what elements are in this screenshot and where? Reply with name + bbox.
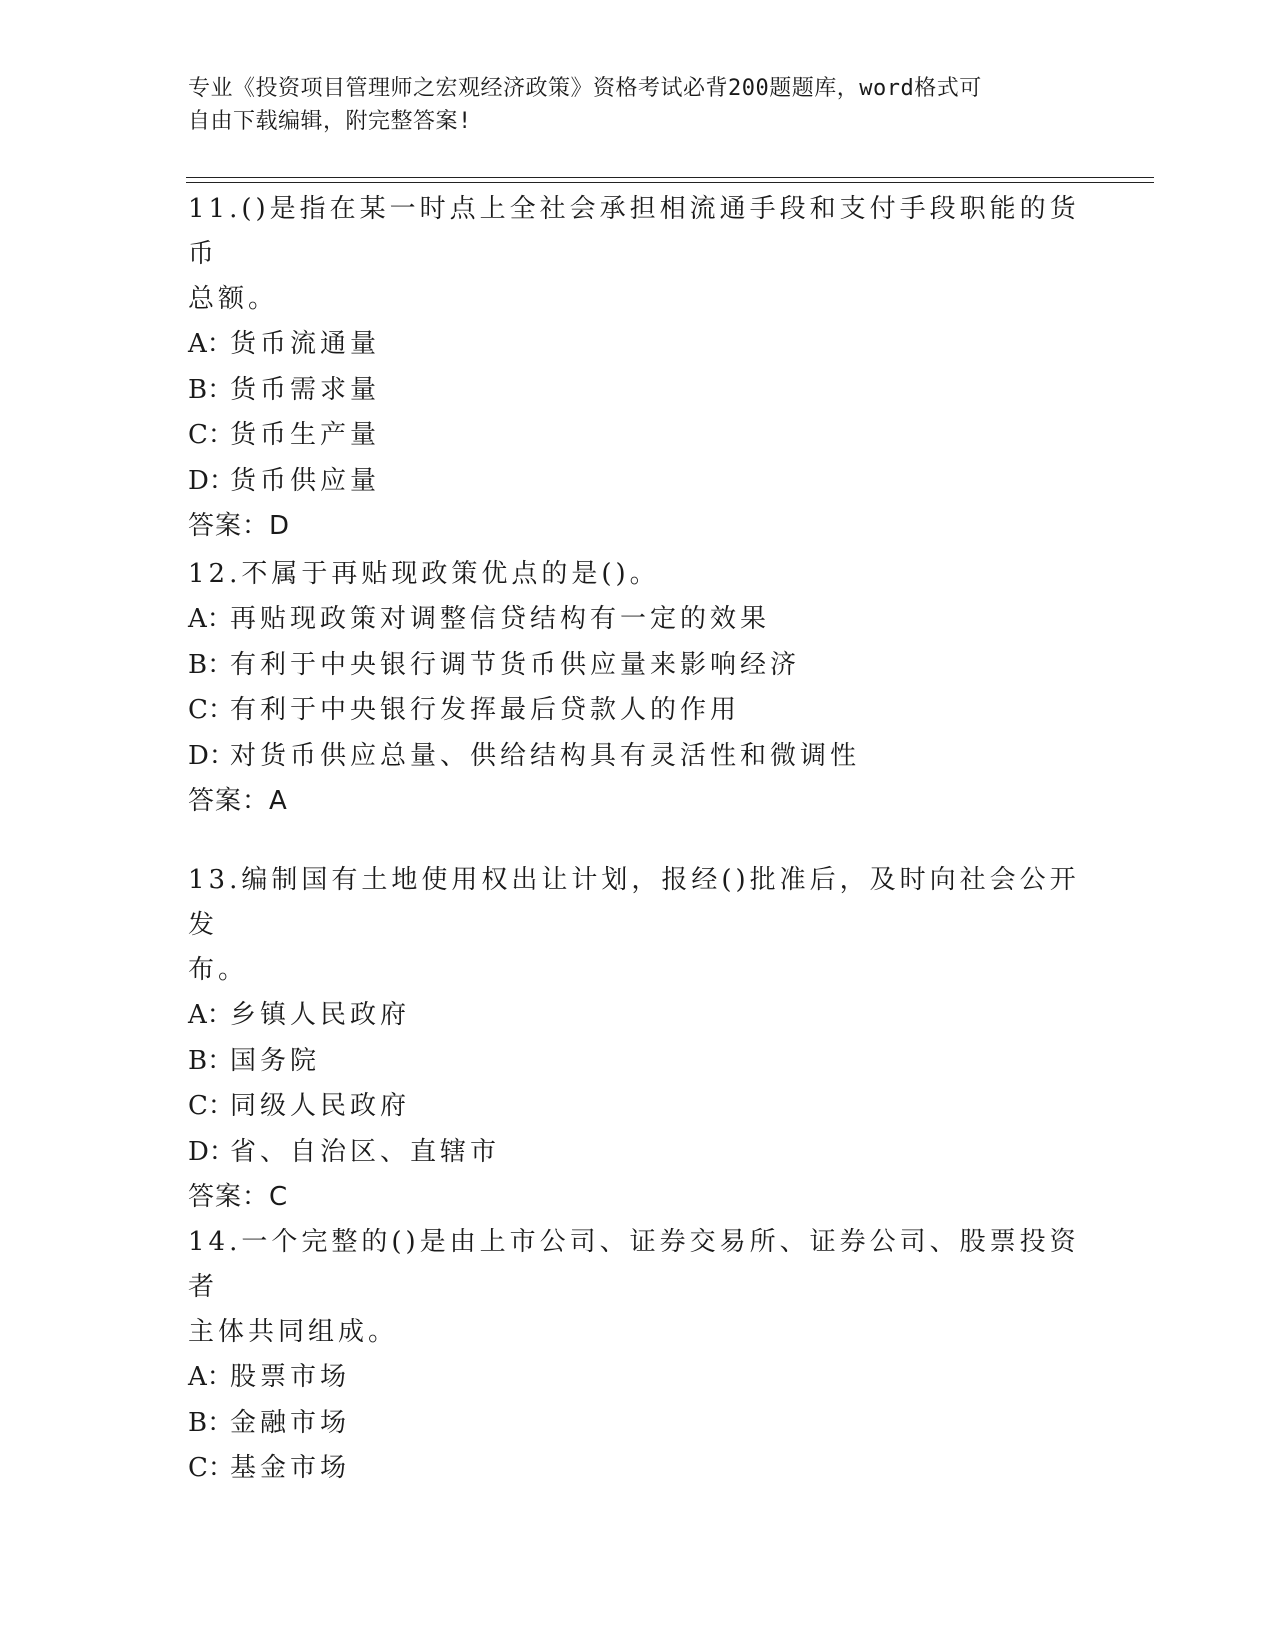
option-a [188,322,1088,368]
question-stem-line: 11.()是指在某一时点上全社会承担相流通手段和支付手段职能的货币 [188,194,1080,269]
answer-line [188,779,1088,824]
question-stem-line: 布。 [188,955,249,985]
question-stem-line: 13.编制国有土地使用权出让计划，报经()批准后，及时向社会公开发 [188,865,1080,940]
option-key: C： [188,1453,234,1483]
option-c [188,1446,1088,1492]
answer-value: A [269,786,288,816]
option-key: D： [188,465,235,496]
option-a [188,1355,1088,1401]
option-c [188,688,1088,734]
option-d [188,734,1088,780]
option-key: A： [188,1000,233,1030]
option-text: 有利于中央银行发挥最后贷款人的作用 [230,695,741,725]
option-text: 货币流通量 [230,329,381,359]
option-key: A： [188,604,233,634]
answer-value: D [269,511,291,541]
answer-line [188,1175,1088,1220]
option-text: 乡镇人民政府 [230,1000,411,1030]
document-header [188,72,1088,138]
option-key: D： [188,740,235,771]
option-text: 基金市场 [230,1453,351,1483]
option-key: A： [188,329,233,359]
option-key: C： [188,695,234,725]
header-divider-bottom [186,182,1154,183]
option-b [188,368,1088,414]
header-line-1: 专业《投资项目管理师之宏观经济政策》资格考试必背200题题库，word格式可 [188,76,982,101]
answer-label: 答案： [188,1182,270,1212]
option-text: 货币需求量 [230,374,381,405]
option-text: 省、自治区、直辖市 [230,1136,501,1167]
option-key: B： [188,1045,234,1076]
option-text: 货币供应量 [230,465,381,496]
option-text: 国务院 [230,1045,321,1076]
option-text: 同级人民政府 [230,1091,411,1121]
option-key: B： [188,374,234,405]
answer-label: 答案： [188,786,270,816]
option-text: 股票市场 [230,1362,351,1392]
question-11 [188,187,1088,549]
question-stem-line: 主体共同组成。 [188,1317,399,1347]
option-text: 对货币供应总量、供给结构具有灵活性和微调性 [230,740,861,771]
option-a [188,993,1088,1039]
option-key: B： [188,1407,234,1438]
option-key: C： [188,420,234,450]
answer-label: 答案： [188,511,270,541]
option-a [188,597,1088,643]
question-stem-line: 14.一个完整的()是由上市公司、证券交易所、证券公司、股票投资者 [188,1227,1080,1302]
header-divider-top [186,177,1154,178]
option-c [188,1084,1088,1130]
option-key: D： [188,1136,235,1167]
option-b [188,643,1088,689]
option-c [188,413,1088,459]
answer-line [188,504,1088,549]
option-text: 货币生产量 [230,420,381,450]
header-line-2: 自由下载编辑，附完整答案! [188,109,472,134]
option-text: 金融市场 [230,1407,351,1438]
option-key: C： [188,1091,234,1121]
answer-value: C [269,1182,289,1212]
question-14 [188,1220,1088,1492]
option-d [188,1130,1088,1176]
question-12 [188,552,1088,824]
option-b [188,1401,1088,1447]
option-text: 有利于中央银行调节货币供应量来影响经济 [230,649,801,680]
option-b [188,1039,1088,1085]
option-key: B： [188,649,234,680]
option-d [188,459,1088,505]
question-stem-line: 12.不属于再贴现政策优点的是()。 [188,559,660,589]
question-stem-line: 总额。 [188,284,279,314]
option-text: 再贴现政策对调整信贷结构有一定的效果 [230,604,771,634]
question-13 [188,858,1088,1220]
option-key: A： [188,1362,233,1392]
